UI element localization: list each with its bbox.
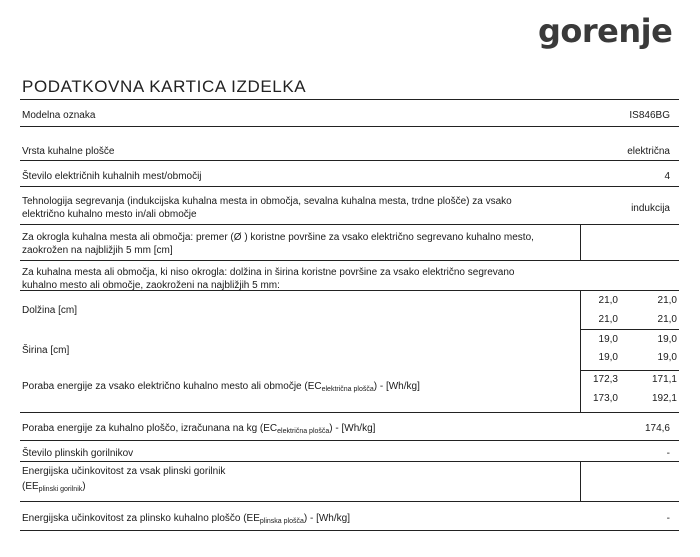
length-value: 21,0 [598,314,618,325]
type-value: električna [627,146,670,157]
ec-hob-label: Poraba energije za kuhalno ploščo, izračunana na kg $(EC_{električna plošča}) - [Wh/kg]$ [22,423,376,435]
tech-label-1: Tehnologija segrevanja (indukcijska kuhalna mesta in območja, sevalna kuhalna mesta, trdne plošče) za vsako [22,196,512,207]
width-value: 19,0 [598,352,618,363]
zones-value: 4 [664,171,670,182]
model-label: Modelna oznaka [22,110,96,121]
ec-zone-value: 171,1 [651,374,677,385]
width-label: Širina [cm] [22,345,70,356]
brand-logo: gorenje [538,12,673,50]
noncircular-label-1: Za kuhalna mesta ali območja, ki niso okrogla: dolžina in širina koristne površine za vsako električno segrevano [22,267,515,278]
noncircular-label-2: kuhalno mesto ali območje, zaokroženi na najbližjih 5 mm: [22,280,280,291]
width-value: 19,0 [657,334,677,345]
type-label: Vrsta kuhalne plošče [22,146,115,157]
circular-label-2: zaokrožen na najbližjih 5 mm [cm] [22,245,173,256]
circular-label-1: Za okrogla kuhalna mesta ali območja: premer (Ø ) koristne površine za vsako električno segrevano kuhalno mesto, [22,232,534,243]
length-value: 21,0 [657,314,677,325]
width-value: 19,0 [657,352,677,363]
ee-hob-value: - [666,513,670,524]
length-value: 21,0 [657,295,677,306]
tech-label-2: električno kuhalno mesto in/ali območje [22,209,197,220]
ec-zone-value: 173,0 [592,393,618,404]
tech-value: indukcija [631,203,670,214]
ee-burner-label-1: Energijska učinkovitost za vsak plinski gorilnik [22,466,226,477]
divider [20,186,679,187]
width-value: 19,0 [598,334,618,345]
zones-label: Število električnih kuhalnih mest/območij [22,171,202,182]
divider [20,126,679,127]
length-label: Dolžina [cm] [22,305,78,316]
divider [20,290,679,291]
divider [20,412,679,413]
divider [20,260,679,261]
divider [20,501,679,502]
ec-zone-value: 172,3 [592,374,618,385]
title-divider [20,99,679,100]
divider [580,329,679,330]
page-title: PODATKOVNA KARTICA IZDELKA [22,77,307,96]
circular-value-cell [580,224,581,260]
ec-zone-label: Poraba energije za vsako električno kuhalno mesto ali območje $(EC_{električna plošča}) - [Wh/kg]$ [22,381,420,393]
length-value: 21,0 [598,295,618,306]
ec-zone-value: 192,1 [651,393,677,404]
divider [20,160,679,161]
divider [20,530,679,531]
divider [580,370,679,371]
ec-hob-value: 174,6 [644,423,670,434]
gas-value: - [666,448,670,459]
ee-burner-value-cell [580,461,581,501]
model-value: IS846BG [629,110,670,121]
gas-label: Število plinskih gorilnikov [22,448,134,459]
ee-hob-label: Energijska učinkovitost za plinsko kuhalno ploščo $(EE_{plinska plošča}) - [Wh/kg]$ [22,513,350,525]
ee-burner-label-2: $(EE_{plinski gorilnik})$ [22,481,86,493]
divider [20,440,679,441]
